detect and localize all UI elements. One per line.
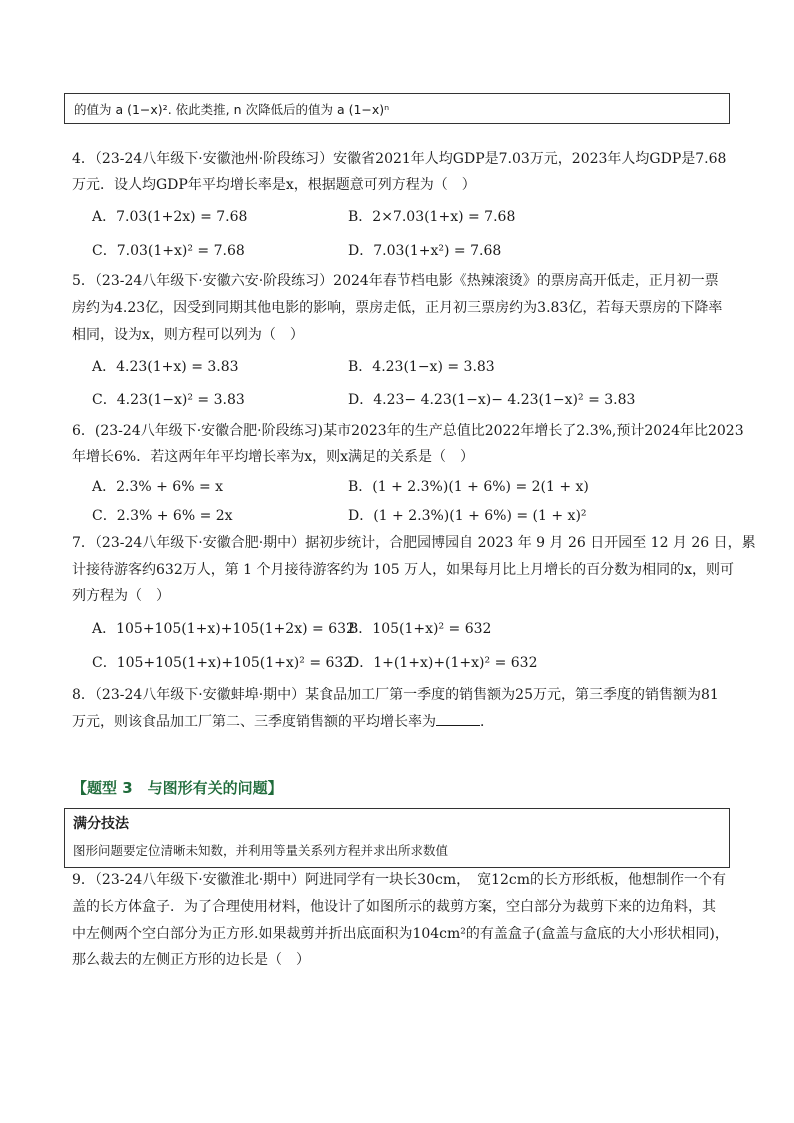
q4-option-d: D．7.03(1+x²) = 7.68 [348, 243, 502, 259]
tip-box [64, 808, 730, 868]
q8-line2-text: 万元，则该食品加工厂第二、三季度销售额的平均增长率为 [72, 714, 436, 730]
q4-option-b: B．2×7.03(1+x) = 7.68 [348, 209, 516, 225]
q8-line2 [72, 708, 494, 736]
q8-line2-end: ． [480, 714, 494, 730]
q7-option-a: A．105+105(1+x)+105(1+2x) = 632 [92, 621, 355, 637]
q5-option-a: A．4.23(1+x) = 3.83 [92, 359, 239, 375]
q9-line3: 中左侧两个空白部分为正方形.如果裁剪并折出底面积为104cm²的有盖盒子(盒盖与盒底的大小形状相同)， [72, 926, 729, 942]
q7-line2: 计接待游客约632万人，第 1 个月接待游客约为 105 万人，如果每月比上月增长的百分数为相同的x，则可 [72, 562, 735, 578]
q6-option-b: B．(1 + 2.3%)(1 + 6%) = 2(1 + x) [348, 479, 589, 495]
q4-line1: 4．（23-24八年级下·安徽池州·阶段练习）安徽省2021年人均GDP是7.03万元，2023年人均GDP是7.68 [72, 151, 727, 167]
q9-line4: 那么裁去的左侧正方形的边长是（ ） [72, 952, 310, 968]
q9-line2: 盖的长方体盒子．为了合理使用材料，他设计了如图所示的裁剪方案，空白部分为裁剪下来的边角料，其 [72, 899, 716, 915]
q5-line2: 房约为4.23亿，因受到同期其他电影的影响，票房走低，正月初三票房约为3.83亿，若每天票房的下降率 [72, 300, 723, 316]
tip-body: 图形问题要定位清晰未知数，并利用等量关系列方程并求出所求数值 [73, 843, 449, 858]
q5-option-b: B．4.23(1−x) = 3.83 [348, 359, 495, 375]
q4-option-a: A．7.03(1+2x) = 7.68 [92, 209, 248, 225]
q5-line3: 相同，设为x，则方程可以列为（ ） [72, 327, 304, 343]
solution-box [64, 93, 730, 124]
q5-line1: 5．（23-24八年级下·安徽六安·阶段练习）2024年春节档电影《热辣滚烫》的票房高开低走，正月初一票 [72, 273, 719, 289]
section-title: 【题型 3 与图形有关的问题】 [72, 779, 283, 797]
tip-title: 满分技法 [73, 816, 129, 832]
q6-line2: 年增长6%．若这两年年平均增长率为x，则x满足的关系是（ ） [72, 449, 474, 465]
q6-option-a: A．2.3% + 6% = x [92, 479, 224, 495]
q7-option-b: B．105(1+x)² = 632 [348, 621, 492, 637]
q4-line2: 万元．设人均GDP年平均增长率是x，根据题意可列方程为（ ） [72, 177, 476, 193]
q7-option-c: C．105+105(1+x)+105(1+x)² = 632 [92, 655, 353, 671]
q7-line1: 7．（23-24八年级下·安徽合肥·期中）据初步统计，合肥园博园自 2023 年 9 月 26 日开园至 12 月 26 日，累 [72, 535, 756, 551]
q5-option-c: C．4.23(1−x)² = 3.83 [92, 392, 245, 408]
q6-line1: 6．(23-24八年级下·安徽合肥·阶段练习)某市2023年的生产总值比2022年增长了2.3%,预计2024年比2023 [72, 423, 744, 439]
answer-blank[interactable] [436, 711, 480, 726]
q6-option-d: D．(1 + 2.3%)(1 + 6%) = (1 + x)² [348, 508, 587, 524]
q4-option-c: C．7.03(1+x)² = 7.68 [92, 243, 245, 259]
q7-option-d: D．1+(1+x)+(1+x)² = 632 [348, 655, 538, 671]
q6-option-c: C．2.3% + 6% = 2x [92, 508, 233, 524]
q8-line1: 8．（23-24八年级下·安徽蚌埠·期中）某食品加工厂第一季度的销售额为25万元，第三季度的销售额为81 [72, 687, 719, 703]
q5-option-d: D．4.23− 4.23(1−x)− 4.23(1−x)² = 3.83 [348, 392, 636, 408]
q7-line3: 列方程为（ ） [72, 588, 170, 604]
q9-line1: 9．（23-24八年级下·安徽淮北·期中）阿进同学有一块长30cm， 宽12cm的长方形纸板，他想制作一个有 [72, 872, 727, 888]
solution-text: 的值为 a (1−x)². 依此类推, n 次降低后的值为 a (1−x)ⁿ [74, 102, 390, 117]
